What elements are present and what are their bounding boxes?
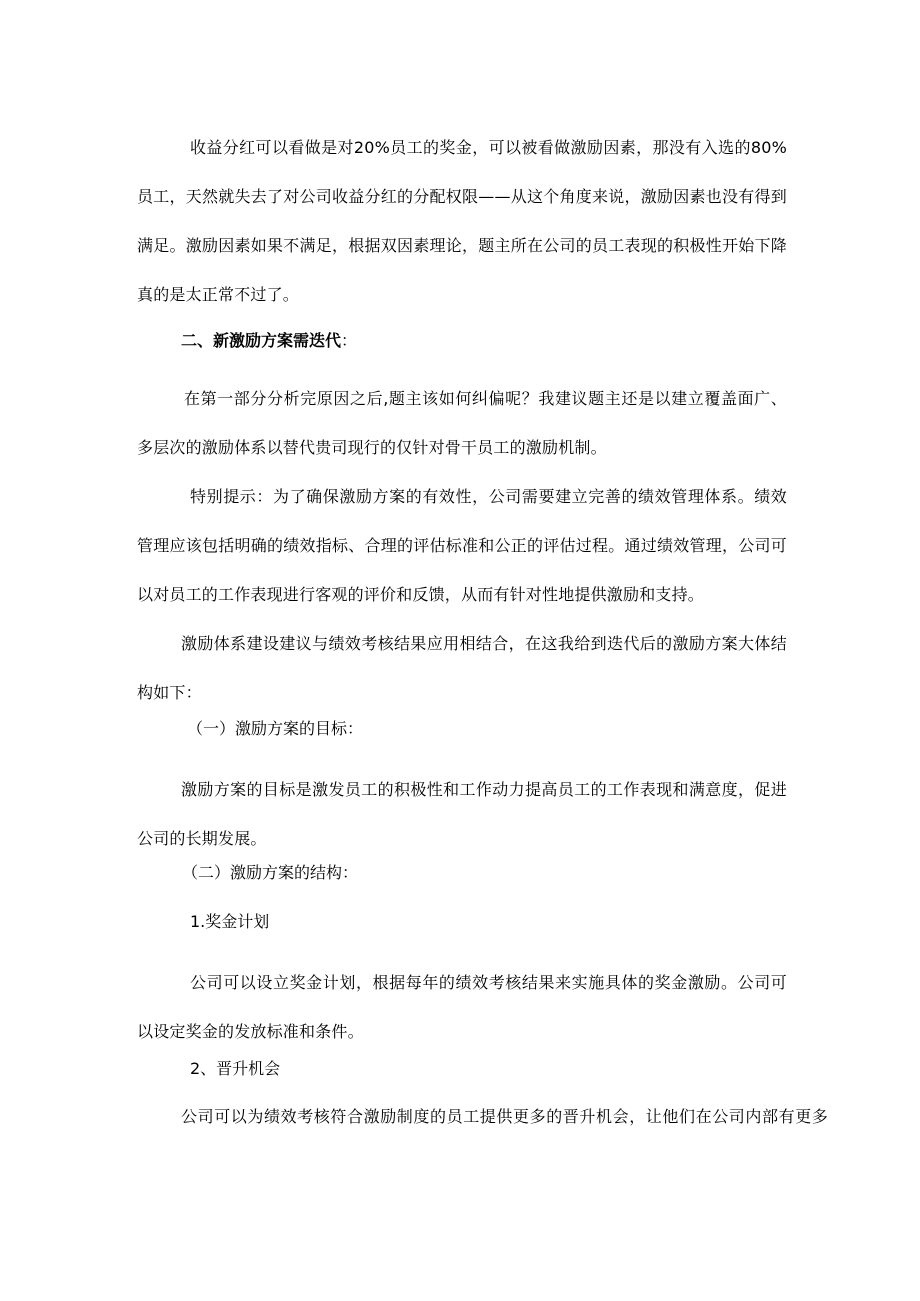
list-item-promotion: 2、晋升机会	[190, 1059, 281, 1078]
paragraph-promotion: 公司可以为绩效考核符合激励制度的员工提供更多的晋升机会，让他们在公司内部有更多	[181, 1107, 829, 1126]
section-heading-2-colon: ：	[341, 331, 358, 350]
paragraph-structure-intro: 激励体系建设建议与绩效考核结果应用相结合，在这我给到迭代后的激励方案大体结构如下：	[137, 634, 787, 702]
paragraph-special-note: 特别提示：为了确保激励方案的有效性，公司需要建立完善的绩效管理体系。绩效管理应该包括明确的绩效指标、合理的评估标准和公正的评估过程。通过绩效管理，公司可以对员工的工作表现进行客观的评价和反馈，从而有针对性地提供激励和支持。	[137, 487, 787, 604]
subheading-goal: （一）激励方案的目标：	[187, 719, 364, 738]
subheading-structure: （二）激励方案的结构：	[182, 863, 359, 882]
paragraph-profit-sharing: 收益分红可以看做是对20%员工的奖金，可以被看做激励因素，那没有入选的80%员工，天然就失去了对公司收益分红的分配权限——从这个角度来说，激励因素也没有得到满足。激励因素如果不满足，根据双因素理论，题主所在公司的员工表现的积极性开始下降真的是太正常不过了。	[137, 138, 787, 304]
list-item-bonus-plan: 1.奖金计划	[190, 912, 270, 931]
paragraph-goal: 激励方案的目标是激发员工的积极性和工作动力提高员工的工作表现和满意度，促进公司的长期发展。	[137, 780, 787, 848]
paragraph-bonus-plan: 公司可以设立奖金计划，根据每年的绩效考核结果来实施具体的奖金激励。公司可以设定奖金的发放标准和条件。	[137, 973, 787, 1041]
section-heading-2	[181, 329, 357, 353]
paragraph-correction: 在第一部分分析完原因之后,题主该如何纠偏呢？我建议题主还是以建立覆盖面广、多层次的激励体系以替代贵司现行的仅针对骨干员工的激励机制。	[137, 389, 787, 457]
section-heading-2-text: 二、新激励方案需迭代	[181, 331, 342, 350]
